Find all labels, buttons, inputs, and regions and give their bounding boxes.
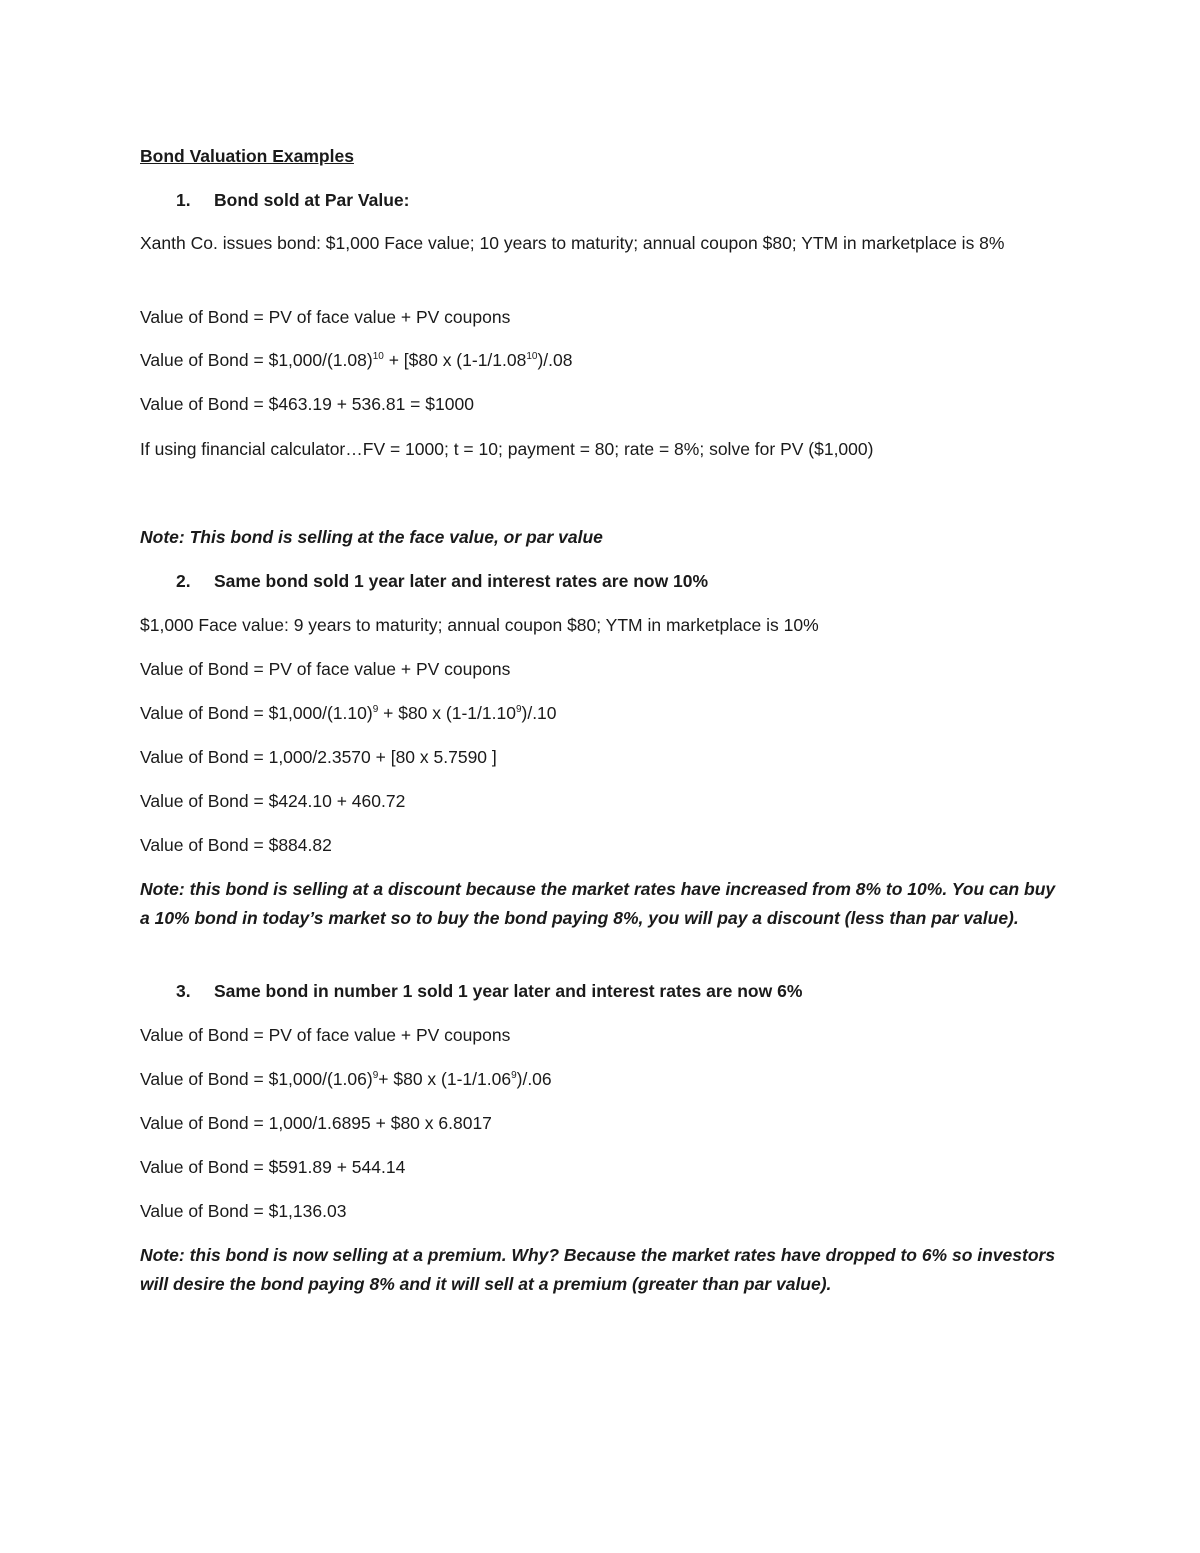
exponent: 9 bbox=[372, 1070, 379, 1082]
section-1-note: Note: This bond is selling at the face value, or par value bbox=[140, 527, 603, 547]
document-title: Bond Valuation Examples bbox=[140, 146, 354, 166]
section-2-number: 2. bbox=[176, 571, 191, 591]
section-3-calc-1 bbox=[140, 1065, 552, 1094]
calc-part: )/.08 bbox=[537, 350, 573, 370]
section-2-description: $1,000 Face value: 9 years to maturity; annual coupon $80; YTM in marketplace is 10% bbox=[140, 615, 819, 635]
calc-part: )/.06 bbox=[516, 1069, 552, 1089]
section-2-calc-1 bbox=[140, 699, 557, 728]
section-3-calc-2: Value of Bond = 1,000/1.6895 + $80 x 6.8017 bbox=[140, 1113, 492, 1133]
section-1-formula: Value of Bond = PV of face value + PV coupons bbox=[140, 307, 511, 327]
section-2-heading bbox=[140, 567, 708, 596]
calc-part: )/.10 bbox=[521, 703, 557, 723]
section-3-calc-4: Value of Bond = $1,136.03 bbox=[140, 1201, 347, 1221]
section-2-note: Note: this bond is selling at a discount because the market rates have increased from 8% to 10%. You can buy a 10% bond in today’s market so to buy the bond paying 8%, you will pay a discount (less than par value). bbox=[140, 879, 1056, 928]
calc-part: + $80 x (1-1/1.06 bbox=[378, 1069, 512, 1089]
section-1-calculator: If using financial calculator…FV = 1000; t = 10; payment = 80; rate = 8%; solve for PV ($1,000) bbox=[140, 439, 874, 459]
section-2-heading-text: Same bond sold 1 year later and interest rates are now 10% bbox=[214, 571, 709, 591]
calc-part: + [$80 x (1-1/1.08 bbox=[383, 350, 527, 370]
section-3-number: 3. bbox=[176, 981, 191, 1001]
calc-part: + $80 x (1-1/1.10 bbox=[378, 703, 516, 723]
section-1-calc-1 bbox=[140, 346, 573, 375]
calc-part: Value of Bond = $1,000/(1.08) bbox=[140, 350, 373, 370]
section-2-calc-3: Value of Bond = $424.10 + 460.72 bbox=[140, 791, 406, 811]
section-2-formula: Value of Bond = PV of face value + PV coupons bbox=[140, 659, 511, 679]
exponent: 9 bbox=[515, 704, 522, 716]
section-2-calc-4: Value of Bond = $884.82 bbox=[140, 835, 332, 855]
section-2-calc-2: Value of Bond = 1,000/2.3570 + [80 x 5.7590 ] bbox=[140, 747, 497, 767]
section-3-note: Note: this bond is now selling at a premium. Why? Because the market rates have dropped to 6% so investors will desire the bond paying 8% and it will sell at a premium (greater than par value). bbox=[140, 1245, 1056, 1294]
section-1-number: 1. bbox=[176, 190, 191, 210]
section-3-formula: Value of Bond = PV of face value + PV coupons bbox=[140, 1025, 511, 1045]
section-1-calc-2: Value of Bond = $463.19 + 536.81 = $1000 bbox=[140, 394, 474, 414]
exponent: 9 bbox=[372, 704, 379, 716]
calc-part: Value of Bond = $1,000/(1.06) bbox=[140, 1069, 373, 1089]
section-1-description: Xanth Co. issues bond: $1,000 Face value; 10 years to maturity; annual coupon $80; YTM in marketplace is 8% bbox=[140, 233, 1005, 253]
section-1-heading bbox=[140, 186, 409, 215]
exponent: 10 bbox=[526, 351, 538, 363]
section-3-heading bbox=[140, 977, 802, 1006]
calc-part: Value of Bond = $1,000/(1.10) bbox=[140, 703, 373, 723]
exponent: 9 bbox=[511, 1070, 517, 1082]
section-1-heading-text: Bond sold at Par Value: bbox=[214, 190, 410, 210]
section-3-calc-3: Value of Bond = $591.89 + 544.14 bbox=[140, 1157, 406, 1177]
exponent: 10 bbox=[372, 351, 384, 363]
section-3-heading-text: Same bond in number 1 sold 1 year later and interest rates are now 6% bbox=[214, 981, 803, 1001]
